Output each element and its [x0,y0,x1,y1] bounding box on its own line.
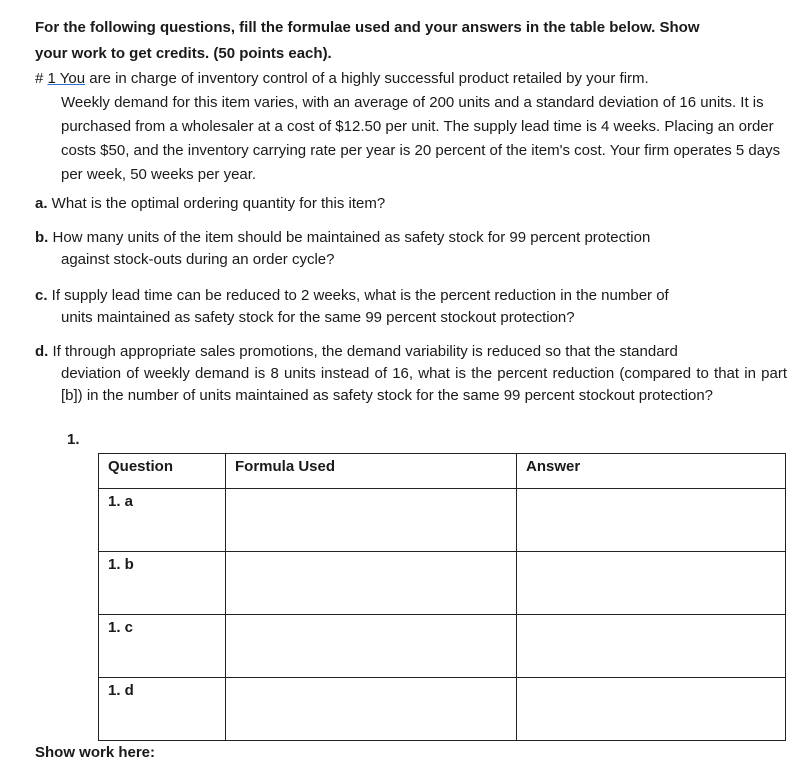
instructions-line-2: your work to get credits. (50 points each). [35,45,332,62]
question-letter: b. [35,229,49,246]
question-continuation: against stock-outs during an order cycle? [61,251,335,268]
problem-number: 1 You [47,70,86,87]
answer-cell[interactable] [517,552,786,615]
question-letter: a. [35,195,48,212]
table-row [99,615,786,678]
question-c [35,285,787,329]
question-continuation: units maintained as safety stock for the same 99 percent stockout protection? [61,309,575,326]
question-text: If supply lead time can be reduced to 2 weeks, what is the percent reduction in the number of [47,287,669,304]
row-question: 1. a [99,489,226,552]
instructions [35,15,785,67]
formula-cell[interactable] [226,552,517,615]
problem-text-rest: Weekly demand for this item varies, with an average of 200 units and a standard deviation of 16 units. It is purchased from a wholesaler at a cost of $12.50 per unit. The supply lead time is 4 weeks. Placing an order costs $50, and the inventory carrying rate per year is 20 percent of the item's cost. Your firm operates 5 days per week, 50 weeks per year. [61,94,781,183]
problem-text-first: are in charge of inventory control of a highly successful product retailed by your firm. [85,70,649,87]
instructions-line-1: For the following questions, fill the formulae used and your answers in the table below. Show [35,19,700,36]
question-text: How many units of the item should be maintained as safety stock for 99 percent protection [48,229,651,246]
table-header-row [99,454,786,489]
table-row [99,678,786,741]
problem-hash: # [35,70,48,87]
answer-cell[interactable] [517,678,786,741]
row-question: 1. c [99,615,226,678]
table-row [99,489,786,552]
question-text: If through appropriate sales promotions, the demand variability is reduced so that the standard [48,343,678,360]
row-question: 1. b [99,552,226,615]
show-work-label: Show work here: [35,744,156,761]
answer-table [98,453,786,741]
question-letter: c. [35,287,48,304]
header-question: Question [99,454,226,489]
answer-cell[interactable] [517,615,786,678]
table-row [99,552,786,615]
formula-cell[interactable] [226,489,517,552]
formula-cell[interactable] [226,678,517,741]
header-formula: Formula Used [226,454,517,489]
row-question: 1. d [99,678,226,741]
question-b [35,227,787,271]
question-a [35,193,787,215]
header-answer: Answer [517,454,786,489]
question-continuation: deviation of weekly demand is 8 units instead of 16, what is the percent reduction (compared to that in part [b]) in the number of units maintained as safety stock for the same 99 percent stockout protection? [61,365,787,404]
question-d [35,341,787,407]
problem-statement [35,67,787,187]
question-text: What is the optimal ordering quantity for this item? [47,195,386,212]
table-label: 1. [67,431,80,448]
formula-cell[interactable] [226,615,517,678]
answer-cell[interactable] [517,489,786,552]
question-letter: d. [35,343,49,360]
